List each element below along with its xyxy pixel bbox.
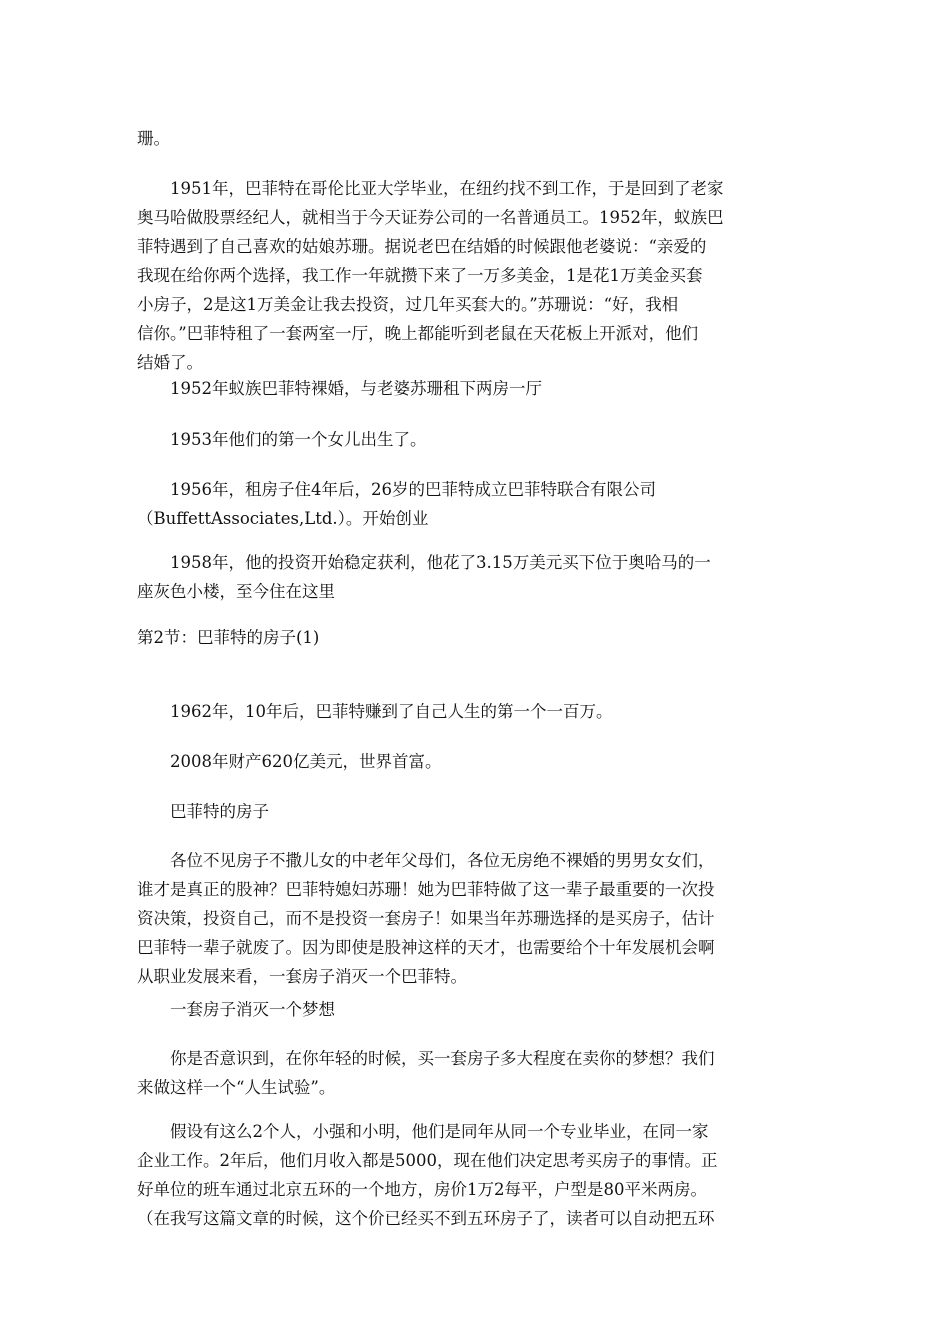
subheading-dream: 一套房子消灭一个梦想 xyxy=(170,1000,335,1019)
section-heading: 第2节：巴菲特的房子(1) xyxy=(137,628,320,647)
paragraph-1953: 1953年他们的第一个女儿出生了。 xyxy=(170,430,427,449)
paragraph-1951: 1951年，巴菲特在哥伦比亚大学毕业，在纽约找不到工作，于是回到了老家 奥马哈做股票经纪人，就相当于今天证券公司的一名普通员工。1952年，蚁族巴 菲特遇到了自己喜欢的姑娘苏珊。据说老巴在结婚的时候跟他老婆说：“亲爱的 我现在给你两个选择，我工作一年就攒下来了一万多美金，1是花1万美金买套 小房子，2是这1万美金让我去投资，过几年买套大的。”苏珊说：“好，我相 信你。”巴菲特租了一套两室一厅，晚上都能听到老鼠在天花板上开派对，他们 结婚了。 xyxy=(137,179,724,372)
paragraph-xiaoqiang-xiaoming: 假设有这么2个人，小强和小明，他们是同年从同一个专业毕业，在同一家 企业工作。2年后，他们月收入都是5000，现在他们决定思考买房子的事情。正 好单位的班车通过北京五环的一个地方，房价1万2每平，户型是80平米两房。 （在我写这篇文章的时候，这个价已经买不到五环房子了，读者可以自动把五环 xyxy=(137,1122,718,1228)
paragraph-2008: 2008年财产620亿美元，世界首富。 xyxy=(170,752,442,771)
subheading-buffett-house: 巴菲特的房子 xyxy=(170,802,269,821)
paragraph-1958: 1958年，他的投资开始稳定获利，他花了3.15万美元买下位于奥哈马的一 座灰色小楼，至今住在这里 xyxy=(137,553,711,601)
paragraph-experiment: 你是否意识到，在你年轻的时候，买一套房子多大程度在卖你的梦想？我们 来做这样一个“人生试验”。 xyxy=(137,1049,715,1097)
paragraph-1956: 1956年，租房子住4年后，26岁的巴菲特成立巴菲特联合有限公司 （BuffettAssociates,Ltd.）。开始创业 xyxy=(137,480,656,528)
paragraph-1952: 1952年蚁族巴菲特裸婚，与老婆苏珊租下两房一厅 xyxy=(170,379,542,398)
paragraph-1962: 1962年，10年后，巴菲特赚到了自己人生的第一个一百万。 xyxy=(170,702,613,721)
paragraph-continuation: 珊。 xyxy=(137,129,170,148)
paragraph-parents: 各位不见房子不撒儿女的中老年父母们，各位无房绝不裸婚的男男女女们， 谁才是真正的股神？巴菲特媳妇苏珊！她为巴菲特做了这一辈子最重要的一次投 资决策，投资自己，而不是投资一套房子！如果当年苏珊选择的是买房子，估计 巴菲特一辈子就废了。因为即使是股神这样的天才，也需要给个十年发展机会啊 从职业发展来看，一套房子消灭一个巴菲特。 xyxy=(137,851,715,986)
